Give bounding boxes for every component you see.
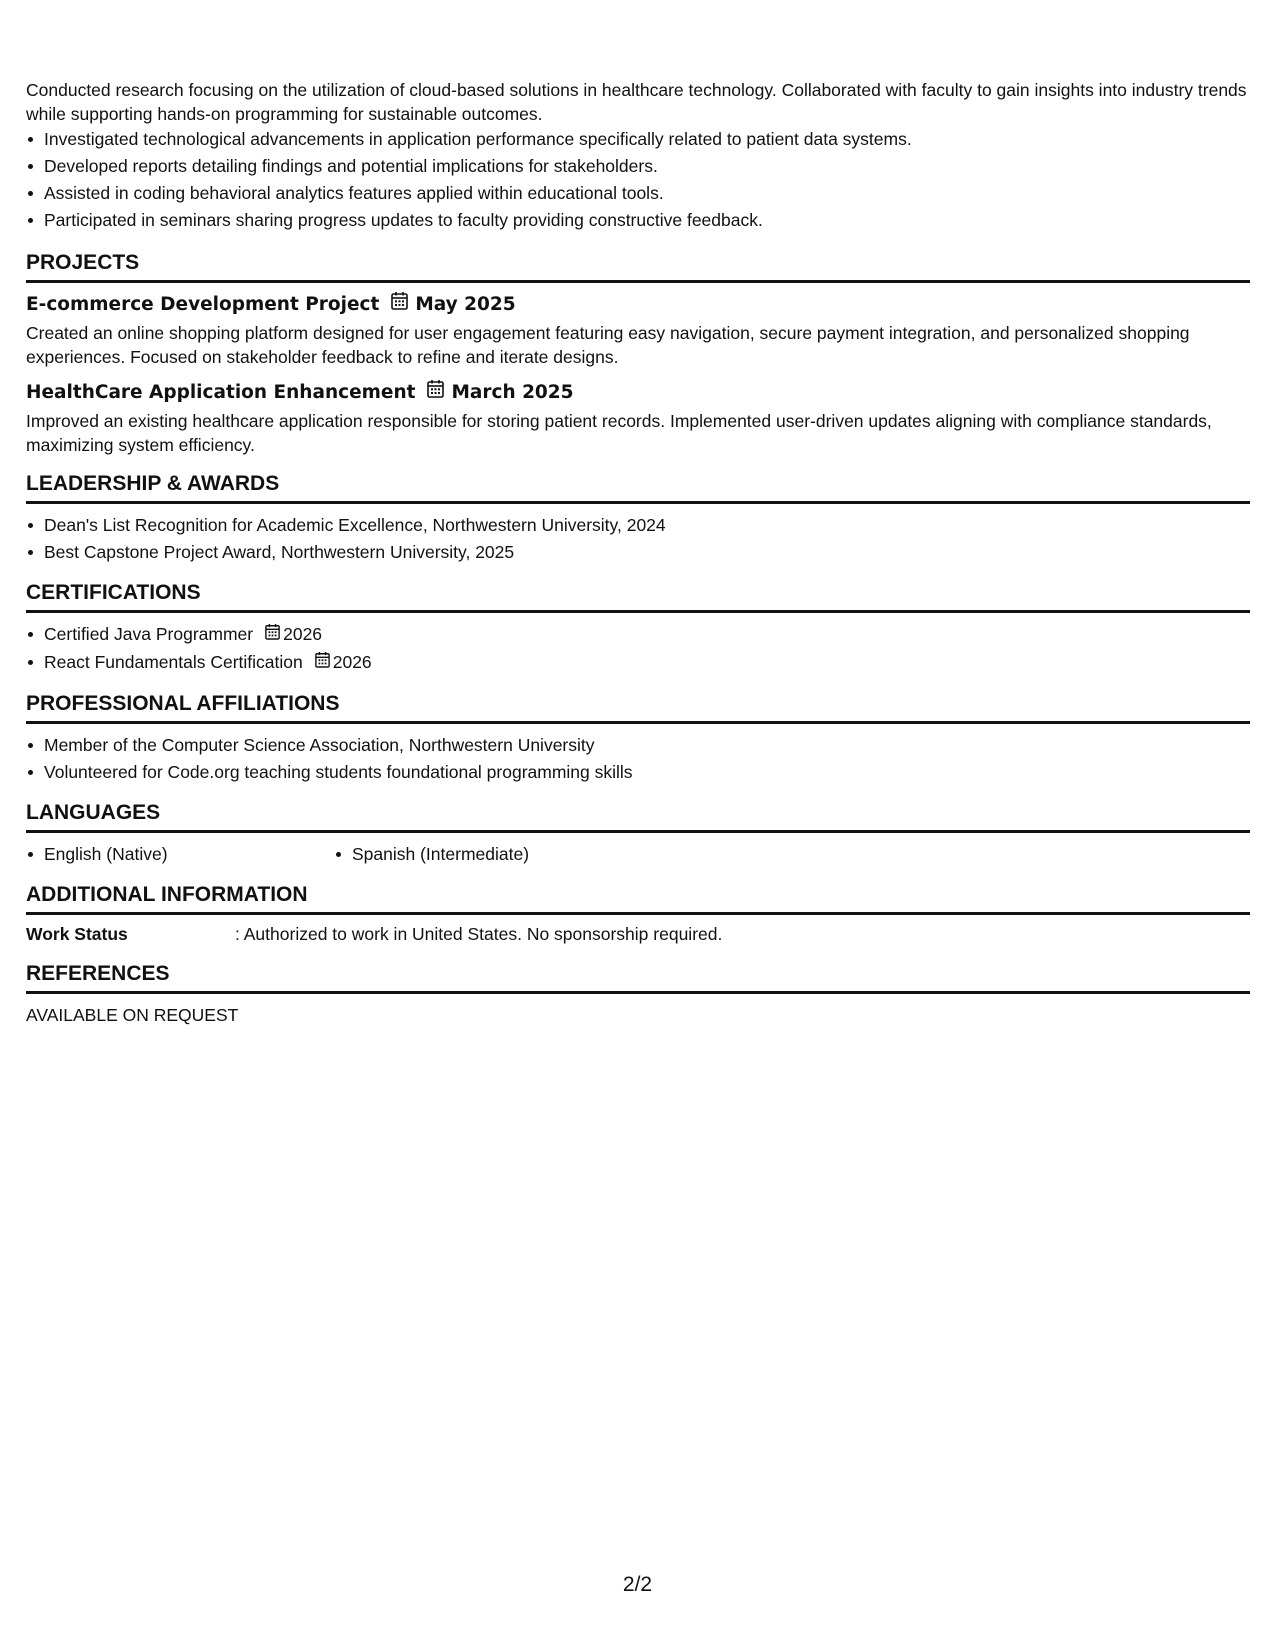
research-summary: Conducted research focusing on the utilization of cloud-based solutions in healthcare technology. Collaborated with faculty to gain insights into industry trends while supporting hands-on programming for sustainable outcomes. (26, 80, 1247, 124)
list-item: Best Capstone Project Award, Northwestern University, 2025 (44, 539, 1250, 566)
list-item: Investigated technological advancements in application performance specifically related to patient data systems. (44, 126, 1250, 153)
work-status-label: Work Status (26, 923, 128, 944)
certifications-section (26, 580, 1250, 677)
list-item: Member of the Computer Science Association, Northwestern University (44, 732, 1250, 759)
certification-name: Certified Java Programmer (44, 624, 254, 644)
list-item: Assisted in coding behavioral analytics features applied within educational tools. (44, 180, 1250, 207)
section-title-languages: LANGUAGES (26, 800, 1250, 833)
research-bullets (26, 126, 1250, 234)
section-title-leadership: LEADERSHIP & AWARDS (26, 471, 1250, 504)
certifications-list (26, 621, 1250, 677)
work-status-row (26, 921, 1250, 947)
languages-column (334, 841, 642, 868)
languages-body (26, 841, 1250, 868)
additional-info-section (26, 882, 1250, 947)
projects-body (26, 291, 1250, 457)
references-text: AVAILABLE ON REQUEST (26, 1004, 239, 1025)
list-item: English (Native) (44, 841, 334, 868)
references-section (26, 961, 1250, 1028)
affiliations-body (26, 732, 1250, 786)
list-item: Spanish (Intermediate) (352, 841, 642, 868)
certification-year: 2026 (283, 624, 323, 644)
project-date: March 2025 (451, 381, 574, 403)
section-title-certifications: CERTIFICATIONS (26, 580, 1250, 613)
list-item (44, 621, 1250, 649)
leadership-list (26, 512, 1250, 566)
page-number: 2/2 (622, 1573, 653, 1596)
section-title-references: REFERENCES (26, 961, 1250, 994)
resume-page (26, 78, 1250, 1028)
list-item (44, 649, 1250, 677)
project-date: May 2025 (415, 293, 516, 315)
work-status-value: : Authorized to work in United States. No sponsorship required. (235, 923, 723, 944)
leadership-section (26, 471, 1250, 566)
project-description: Improved an existing healthcare application responsible for storing patient records. Implemented user-driven updates aligning with compliance standards, maximizing system efficiency. (26, 411, 1212, 455)
calendar-icon (427, 379, 444, 406)
project-name: E-commerce Development Project (26, 293, 380, 315)
affiliations-section (26, 691, 1250, 786)
certification-year: 2026 (332, 651, 372, 672)
calendar-icon (391, 291, 408, 318)
leadership-body (26, 512, 1250, 566)
projects-section (26, 250, 1250, 457)
list-item: Dean's List Recognition for Academic Excellence, Northwestern University, 2024 (44, 512, 1250, 539)
list-item: Volunteered for Code.org teaching students foundational programming skills (44, 759, 1250, 786)
affiliations-list (26, 732, 1250, 786)
list-item: Developed reports detailing findings and potential implications for stakeholders. (44, 153, 1250, 180)
certifications-body (26, 621, 1250, 677)
languages-section (26, 800, 1250, 868)
section-title-additional-info: ADDITIONAL INFORMATION (26, 882, 1250, 915)
certification-name: React Fundamentals Certification (44, 651, 303, 672)
project-name: HealthCare Application Enhancement (26, 381, 416, 403)
research-experience-block (26, 78, 1250, 234)
calendar-icon (315, 649, 330, 676)
project-heading (26, 379, 1250, 406)
section-title-projects: PROJECTS (26, 250, 1250, 283)
project-description: Created an online shopping platform designed for user engagement featuring easy navigation, secure payment integration, and personalized shopping experiences. Focused on stakeholder feedback to refine and iterate designs. (26, 323, 1190, 367)
section-title-affiliations: PROFESSIONAL AFFILIATIONS (26, 691, 1250, 724)
list-item: Participated in seminars sharing progress updates to faculty providing constructive feedback. (44, 207, 1250, 234)
languages-column (26, 841, 334, 868)
project-heading (26, 291, 1250, 318)
calendar-icon (265, 621, 280, 648)
